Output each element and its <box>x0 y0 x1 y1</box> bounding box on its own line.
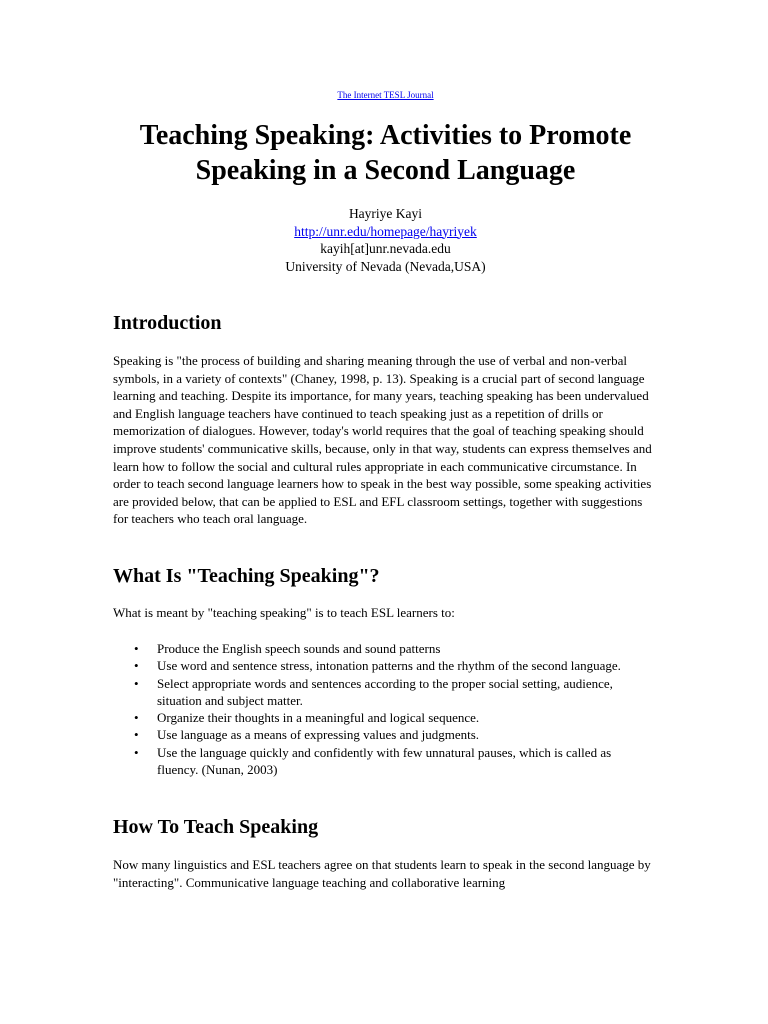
teaching-goals-list <box>113 640 658 778</box>
author-affiliation: University of Nevada (Nevada,USA) <box>285 258 486 274</box>
bullet-icon: • <box>134 658 139 674</box>
title-line-2: Speaking in a Second Language <box>195 155 576 186</box>
what-is-intro-paragraph: What is meant by "teaching speaking" is to teach ESL learners to: <box>113 605 455 620</box>
heading-introduction: Introduction <box>113 312 222 334</box>
list-item-text: Select appropriate words and sentences according to the proper social setting, audience, situation and subject matter. <box>157 675 613 708</box>
bullet-icon: • <box>134 744 139 760</box>
introduction-paragraph: Speaking is "the process of building and sharing meaning through the use of verbal and non-verbal symbols, in a variety of contexts" (Chaney, 1998, p. 13). Speaking is a crucial part of second language learning and teaching. Despite its importance, for many years, teaching speaking has been undervalued and English language teachers have continued to teach speaking just as a repetition of drills or memorization of dialogues. However, today's world requires that the goal of teaching speaking should improve students' communicative skills, because, only in that way, students can express themselves and learn how to follow the social and cultural rules appropriate in each communicative circumstance. In order to teach second language learners how to speak in the best way possible, some speaking activities are provided below, that can be applied to ESL and EFL classroom settings, together with suggestions for teachers who teach oral language. <box>113 353 652 527</box>
list-item <box>113 726 627 743</box>
author-homepage-link[interactable]: http://unr.edu/homepage/hayriyek <box>294 223 477 239</box>
bullet-icon: • <box>134 641 139 656</box>
list-item <box>113 709 627 726</box>
list-item-text: Organize their thoughts in a meaningful and logical sequence. <box>157 710 480 726</box>
heading-what-is-teaching-speaking: What Is "Teaching Speaking"? <box>113 565 380 587</box>
article-title <box>113 118 658 188</box>
list-item <box>113 744 627 779</box>
journal-link[interactable]: The Internet TESL Journal <box>337 90 434 100</box>
list-item <box>113 657 627 674</box>
list-item-text: Produce the English speech sounds and sound patterns <box>157 641 441 656</box>
list-item <box>113 675 627 710</box>
title-line-1: Teaching Speaking: Activities to Promote <box>139 120 632 151</box>
author-name: Hayriye Kayi <box>348 206 423 221</box>
list-item <box>113 640 627 657</box>
how-to-paragraph: Now many linguistics and ESL teachers agree on that students learn to speak in the second language by "interacting". Communicative language teaching and collaborative learning <box>113 857 651 890</box>
bullet-icon: • <box>134 710 139 726</box>
journal-link-container <box>113 89 658 101</box>
list-item-text: Use word and sentence stress, intonation patterns and the rhythm of the second language. <box>157 658 621 674</box>
author-block <box>113 205 658 275</box>
author-url-container <box>113 223 658 241</box>
bullet-icon: • <box>134 727 139 743</box>
heading-how-to-teach-speaking: How To Teach Speaking <box>113 816 319 838</box>
author-email: kayih[at]unr.nevada.edu <box>320 241 451 256</box>
bullet-icon: • <box>134 675 139 691</box>
list-item-text: Use language as a means of expressing values and judgments. <box>157 727 480 743</box>
list-item-text: Use the language quickly and confidently with few unnatural pauses, which is called as fluency. (Nunan, 2003) <box>157 744 612 778</box>
